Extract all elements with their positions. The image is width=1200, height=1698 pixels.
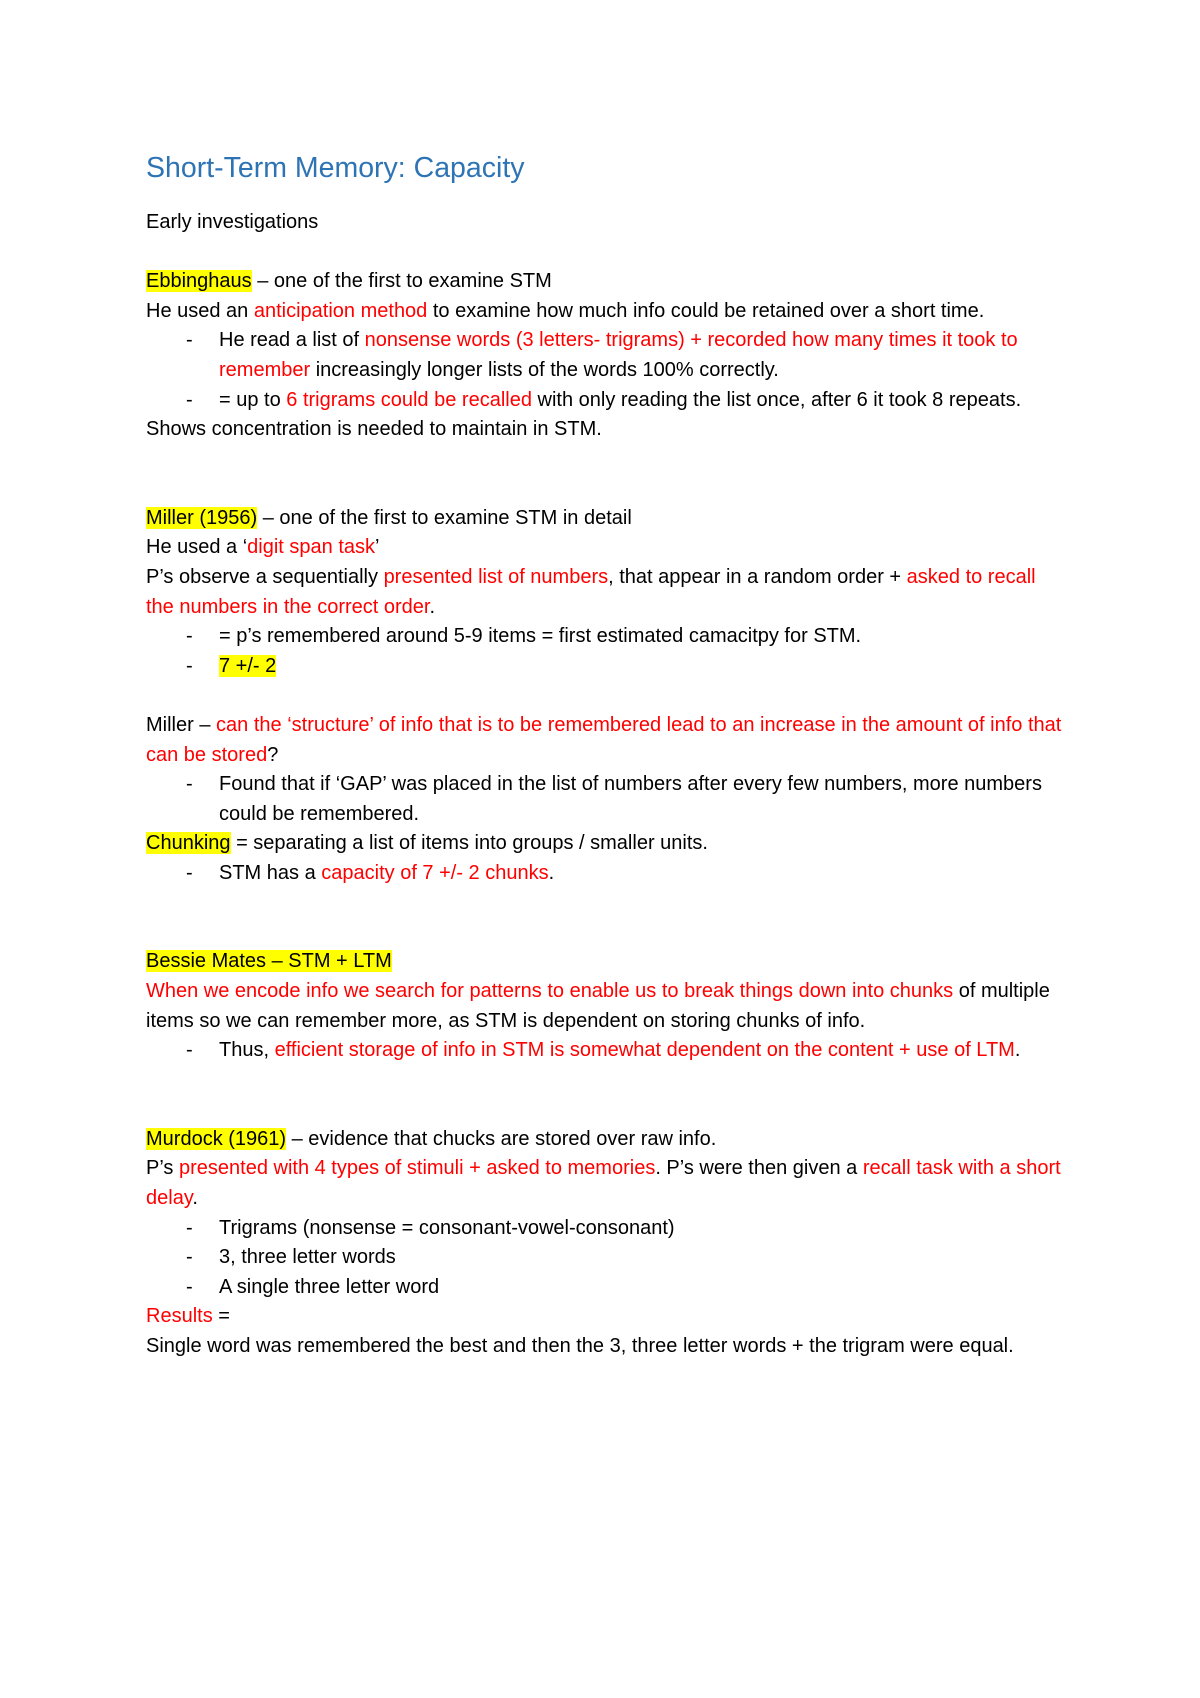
list-item	[146, 622, 1066, 652]
spacer	[146, 1066, 1066, 1125]
list-item	[146, 386, 1066, 416]
red-text: asked to recall the numbers in the correct order	[146, 565, 1036, 618]
text: = p’s remembered around 5-9 items = first estimated camacitpy for STM.	[219, 625, 862, 648]
text: to examine how much info could be retained over a short time.	[427, 299, 985, 322]
text: P’s observe a sequentially	[146, 565, 384, 588]
bessie-heading	[146, 947, 1066, 977]
list-item	[146, 326, 1066, 385]
text: = separating a list of items into groups / smaller units.	[230, 832, 708, 855]
text: of multiple items so we can remember more, as STM is dependent on storing chunks of info.	[146, 980, 1050, 1032]
bullet-dash: -	[186, 625, 193, 648]
bessie-text	[146, 977, 1066, 1036]
highlighted-heading: Bessie Mates – STM + LTM	[146, 950, 392, 973]
ebbinghaus-heading	[146, 267, 1066, 297]
bullet-dash: -	[186, 773, 193, 796]
ebbinghaus-conclusion: Shows concentration is needed to maintain in STM.	[146, 418, 602, 441]
bullet-dash: -	[186, 329, 193, 352]
list-item	[146, 770, 1066, 829]
text: with only reading the list once, after 6 it took 8 repeats.	[531, 388, 1022, 411]
page-title: Short-Term Memory: Capacity	[146, 152, 525, 184]
highlighted-name: Murdock (1961)	[146, 1127, 287, 1150]
bullet-dash: -	[186, 861, 193, 884]
ebbinghaus-section	[146, 267, 1066, 445]
text: ’	[375, 536, 380, 559]
chunking-section	[146, 711, 1066, 889]
murdock-section	[146, 1125, 1066, 1362]
list-item	[146, 1243, 1066, 1273]
red-text: anticipation method	[253, 299, 428, 322]
text: ?	[267, 743, 279, 766]
murdock-procedure	[146, 1154, 1066, 1213]
text: 3, three letter words	[219, 1246, 396, 1269]
red-text: capacity of 7 +/- 2 chunks	[321, 861, 549, 884]
text: .	[1014, 1039, 1021, 1062]
miller-procedure	[146, 563, 1066, 622]
miller-task	[146, 533, 1066, 563]
spacer	[146, 238, 1066, 268]
list-item	[146, 859, 1066, 889]
section-subtitle: Early investigations	[146, 211, 319, 233]
text: .	[429, 595, 436, 618]
red-text: When we encode info we search for patterns to enable us to break things down into chunks	[146, 980, 954, 1003]
text: .	[548, 861, 555, 884]
murdock-heading	[146, 1125, 1066, 1155]
highlighted-name: Miller (1956)	[146, 506, 258, 529]
document-page	[146, 150, 1066, 1362]
results-label	[146, 1302, 1066, 1332]
text: –	[193, 713, 217, 736]
heading-text: – one of the first to examine STM	[251, 270, 552, 293]
miller-heading	[146, 504, 1066, 534]
spacer	[146, 681, 1066, 711]
heading-text: – one of the first to examine STM in detail	[257, 506, 632, 529]
red-text: nonsense words (3 letters- trigrams) + recorded how many times it took to remember	[219, 329, 1018, 381]
chunking-question	[146, 711, 1066, 770]
red-text: can the ‘structure’ of info that is to be remembered lead to an increase in the amount of info that can be stored	[146, 713, 1062, 766]
heading-text: – evidence that chucks are stored over raw info.	[286, 1127, 717, 1150]
text: STM has a	[219, 861, 322, 884]
list-item	[146, 652, 1066, 682]
text: =	[212, 1305, 230, 1328]
chunking-definition	[146, 829, 1066, 859]
ebbinghaus-method	[146, 297, 1066, 327]
text: Trigrams (nonsense = consonant-vowel-consonant)	[219, 1216, 675, 1239]
list-item	[146, 1273, 1066, 1303]
bullet-dash: -	[186, 388, 193, 411]
highlighted-text: 7 +/- 2	[219, 654, 277, 677]
bullet-dash: -	[186, 1216, 193, 1239]
text: increasingly longer lists of the words 100% correctly.	[310, 358, 779, 381]
bullet-dash: -	[186, 1039, 193, 1062]
text: , that appear in a random order +	[608, 565, 907, 588]
text: . P’s were then given a	[655, 1157, 863, 1180]
text: Thus,	[219, 1039, 275, 1062]
text: P’s	[146, 1157, 179, 1180]
highlighted-name: Ebbinghaus	[146, 270, 252, 293]
red-text: efficient storage of info in STM is somewhat dependent on the content + use of LTM	[274, 1039, 1015, 1062]
text: .	[192, 1187, 198, 1210]
text: = up to	[219, 388, 287, 411]
text: A single three letter word	[219, 1275, 440, 1298]
red-text: 6 trigrams could be recalled	[286, 388, 532, 411]
red-text: Results	[146, 1305, 213, 1328]
bullet-dash: -	[186, 654, 193, 677]
bullet-dash: -	[186, 1275, 193, 1298]
text: He used a ‘	[146, 536, 248, 559]
red-text: presented list of numbers	[383, 565, 609, 588]
bullet-dash: -	[186, 1246, 193, 1269]
spacer	[146, 445, 1066, 504]
red-text: recall task with a short delay	[146, 1157, 1061, 1210]
results-text: Single word was remembered the best and then the 3, three letter words + the trigram were equal.	[146, 1335, 1014, 1357]
list-item	[146, 1036, 1066, 1066]
highlighted-term: Chunking	[146, 832, 231, 855]
bessie-section	[146, 947, 1066, 1065]
text: Miller	[146, 713, 194, 736]
list-item	[146, 1214, 1066, 1244]
red-text: digit span task	[247, 536, 376, 559]
spacer	[146, 888, 1066, 947]
text: He read a list of	[219, 329, 365, 352]
miller-section	[146, 504, 1066, 682]
text: Found that if ‘GAP’ was placed in the list of numbers after every few numbers, more numbers could be remembered.	[219, 773, 1042, 825]
red-text: presented with 4 types of stimuli + asked to memories	[178, 1157, 656, 1180]
text: He used an	[146, 299, 254, 322]
